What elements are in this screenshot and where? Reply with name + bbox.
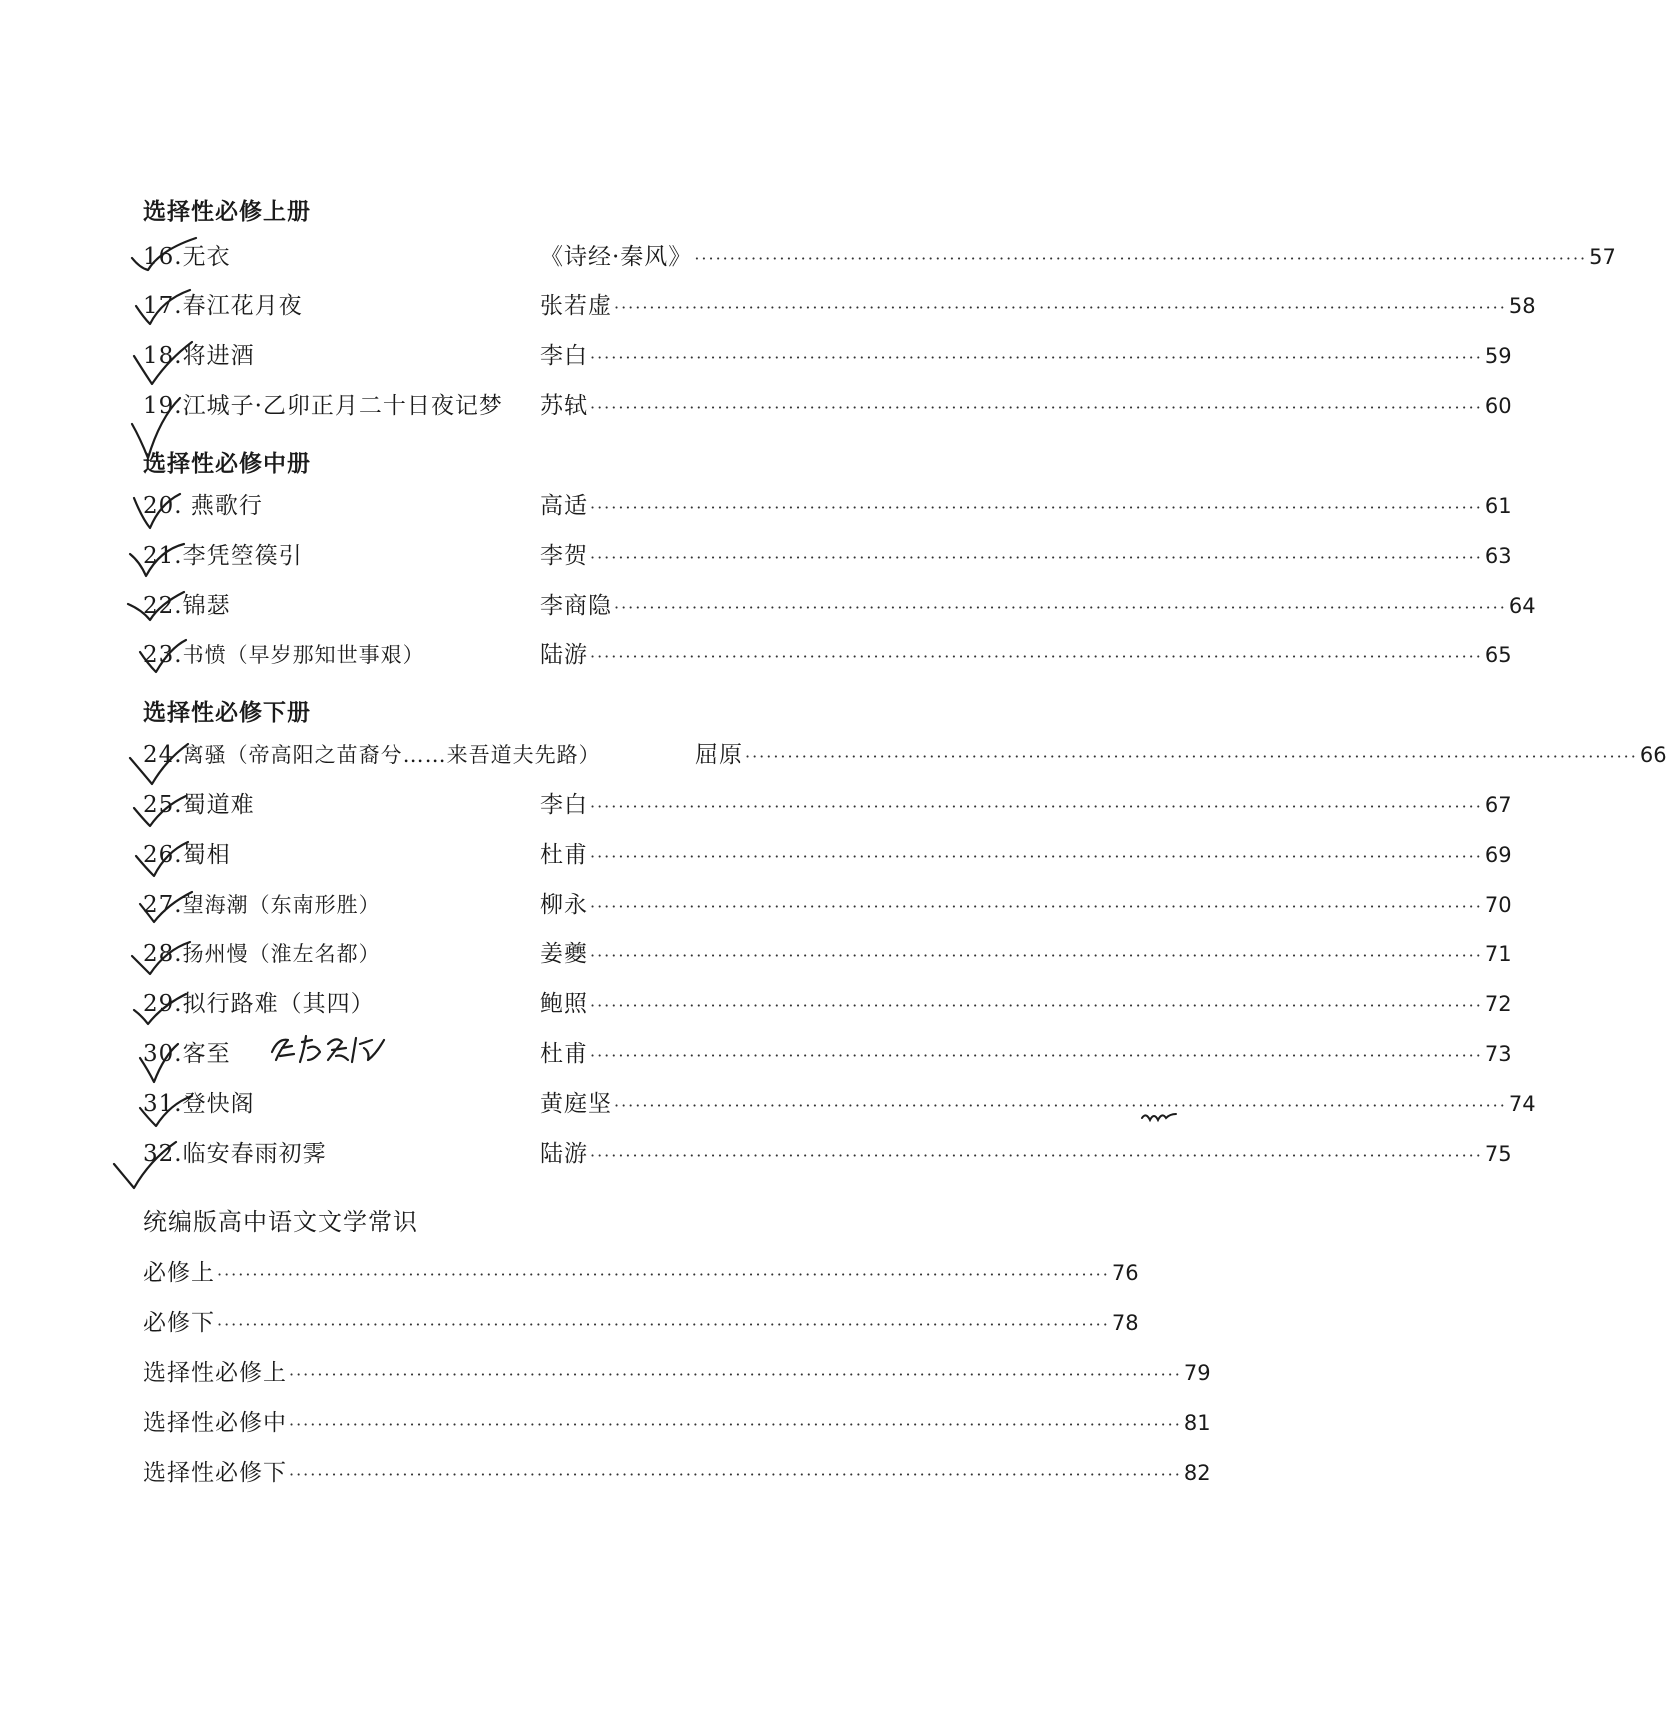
leader-dots: ······························································································································ (745, 747, 1638, 766)
entry-leader (143, 1356, 1211, 1392)
entry-leader (540, 1087, 1536, 1123)
entry-leader (540, 788, 1512, 824)
leader-dots: ······························································································································ (590, 847, 1483, 866)
entry-leader (540, 1037, 1512, 1073)
toc-entry (143, 937, 1512, 971)
toc-entry (143, 240, 1616, 274)
entry-leader (540, 888, 1512, 924)
entry-leader (540, 539, 1512, 575)
entry-page-number: 66 (1639, 743, 1667, 767)
entry-page-number: 78 (1111, 1311, 1139, 1335)
entry-number: 25. (143, 792, 183, 818)
entry-title (143, 888, 381, 922)
section-heading: 选择性必修中册 (143, 451, 311, 477)
entry-name: 离骚（帝高阳之苗裔兮……来吾道夫先路） (182, 743, 601, 767)
leader-dots: ······························································································································ (217, 1315, 1110, 1334)
leader-dots: ······························································································································ (289, 1365, 1182, 1384)
entry-author: 杜甫 (540, 838, 590, 872)
entry-title (143, 937, 381, 971)
entry-page-number: 75 (1484, 1142, 1512, 1166)
entry-name: 无衣 (182, 244, 231, 270)
entry-author: 姜夔 (540, 937, 590, 971)
entry-title (143, 339, 255, 373)
entry-number: 18. (143, 343, 183, 369)
section-heading: 选择性必修下册 (143, 700, 311, 726)
entry-title (143, 539, 303, 573)
entry-leader (540, 389, 1512, 425)
entry-page-number: 79 (1183, 1361, 1211, 1385)
toc-entry (143, 589, 1536, 623)
entry-author: 鲍照 (540, 987, 590, 1021)
entry-title (143, 240, 231, 274)
entry-number: 23. (143, 642, 183, 668)
entry-author: 张若虚 (540, 289, 614, 323)
entry-name: 蜀道难 (182, 792, 255, 818)
entry-page-number: 65 (1484, 643, 1512, 667)
entry-page-number: 61 (1484, 494, 1512, 518)
leader-dots: ······························································································································ (590, 398, 1483, 417)
entry-number: 26. (143, 842, 183, 868)
entry-name: 将进酒 (182, 343, 255, 369)
entry-author: 《诗经·秦风》 (540, 240, 694, 274)
toc-entry (143, 838, 1512, 872)
toc-entry (143, 489, 1512, 523)
entry-title: 选择性必修中 (143, 1406, 289, 1440)
entry-page-number: 64 (1508, 594, 1536, 618)
entry-author: 李白 (540, 788, 590, 822)
entry-page-number: 81 (1183, 1411, 1211, 1435)
entry-leader (540, 489, 1512, 525)
entry-leader (540, 589, 1536, 625)
entry-title: 必修下 (143, 1306, 217, 1340)
leader-dots: ······························································································································ (590, 348, 1483, 367)
leader-dots: ······························································································································ (590, 1046, 1483, 1065)
entry-title: 必修上 (143, 1256, 217, 1290)
entry-name: 望海潮（东南形胜） (182, 893, 381, 917)
toc-entry (143, 788, 1512, 822)
entry-page-number: 69 (1484, 843, 1512, 867)
leader-dots: ······························································································································ (289, 1465, 1182, 1484)
entry-author: 黄庭坚 (540, 1087, 614, 1121)
handwritten-scribble-icon (268, 1030, 398, 1070)
entry-leader (540, 638, 1512, 674)
entry-leader (540, 937, 1512, 973)
entry-author: 李商隐 (540, 589, 614, 623)
entry-page-number: 58 (1508, 294, 1536, 318)
leader-dots: ······························································································································ (289, 1415, 1182, 1434)
entry-page-number: 74 (1508, 1092, 1536, 1116)
entry-number: 24. (143, 742, 183, 768)
entry-number: 30. (143, 1041, 183, 1067)
entry-title (143, 1137, 327, 1171)
entry-name: 燕歌行 (190, 493, 263, 519)
entry-page-number: 60 (1484, 394, 1512, 418)
toc-entry (143, 289, 1536, 323)
entry-number: 21. (143, 543, 183, 569)
entry-author: 陆游 (540, 1137, 590, 1171)
entry-title (143, 1037, 231, 1071)
entry-number: 28. (143, 941, 183, 967)
section-heading: 选择性必修上册 (143, 199, 311, 225)
toc-entry (143, 638, 1512, 672)
entry-author: 陆游 (540, 638, 590, 672)
leader-dots: ······························································································································ (590, 1146, 1483, 1165)
entry-number: 31. (143, 1091, 183, 1117)
leader-dots: ······························································································································ (590, 498, 1483, 517)
entry-page-number: 82 (1183, 1461, 1211, 1485)
toc-entry (143, 539, 1512, 573)
entry-name: 李凭箜篌引 (182, 543, 303, 569)
entry-title (143, 489, 263, 523)
entry-page-number: 76 (1111, 1261, 1139, 1285)
entry-title (143, 987, 375, 1021)
toc-entry (143, 1256, 1139, 1290)
entry-name: 客至 (182, 1041, 231, 1067)
leader-dots: ······························································································································ (590, 996, 1483, 1015)
entry-title (143, 738, 601, 772)
toc-entry (143, 1306, 1139, 1340)
entry-author: 高适 (540, 489, 590, 523)
entry-name: 登快阁 (182, 1091, 255, 1117)
leader-dots: ······························································································································ (590, 548, 1483, 567)
entry-leader (540, 1137, 1512, 1173)
entry-name: 江城子·乙卯正月二十日夜记梦 (182, 393, 503, 419)
leader-dots: ······························································································································ (590, 946, 1483, 965)
entry-title: 选择性必修上 (143, 1356, 289, 1390)
entry-name: 锦瑟 (182, 593, 231, 619)
entry-name: 蜀相 (182, 842, 231, 868)
leader-dots: ······························································································································ (590, 897, 1483, 916)
entry-page-number: 67 (1484, 793, 1512, 817)
entry-leader (143, 1456, 1211, 1492)
entry-name: 春江花月夜 (182, 293, 303, 319)
entry-name: 临安春雨初霁 (182, 1141, 327, 1167)
entry-author: 李白 (540, 339, 590, 373)
leader-dots: ······························································································································ (614, 1096, 1507, 1115)
entry-page-number: 70 (1484, 893, 1512, 917)
entry-leader (540, 987, 1512, 1023)
entry-name: 扬州慢（淮左名都） (182, 942, 381, 966)
entry-title (143, 838, 231, 872)
toc-entry (143, 1406, 1211, 1440)
toc-entry (143, 339, 1512, 373)
entry-page-number: 57 (1589, 245, 1616, 269)
entry-number: 22. (143, 593, 183, 619)
entry-leader (540, 289, 1536, 325)
entry-title (143, 289, 303, 323)
entry-title (143, 638, 425, 672)
entry-leader (143, 1256, 1139, 1292)
entry-number: 32. (143, 1141, 183, 1167)
leader-dots: ······························································································································ (694, 249, 1588, 268)
entry-author: 李贺 (540, 539, 590, 573)
entry-leader (540, 838, 1512, 874)
entry-page-number: 59 (1484, 344, 1512, 368)
entry-title (143, 589, 231, 623)
entry-author: 屈原 (695, 738, 745, 772)
entry-author: 苏轼 (540, 389, 590, 423)
entry-leader (143, 1306, 1139, 1342)
entry-number: 20. (143, 493, 183, 519)
entry-name: 书愤（早岁那知世事艰） (182, 643, 425, 667)
toc-entry (143, 1087, 1536, 1121)
leader-dots: ······························································································································ (217, 1265, 1110, 1284)
entry-number: 17. (143, 293, 183, 319)
entry-title (143, 1087, 255, 1121)
entry-page-number: 73 (1484, 1042, 1512, 1066)
entry-number: 19. (143, 393, 183, 419)
leader-dots: ······························································································································ (614, 598, 1507, 617)
section-heading: 统编版高中语文文学常识 (143, 1208, 418, 1236)
entry-leader (540, 240, 1616, 276)
entry-page-number: 63 (1484, 544, 1512, 568)
toc-entry (143, 888, 1512, 922)
entry-leader (540, 339, 1512, 375)
entry-title (143, 788, 255, 822)
toc-entry (143, 1456, 1211, 1490)
toc-entry (143, 738, 1667, 772)
toc-entry (143, 389, 1512, 423)
entry-page-number: 71 (1484, 942, 1512, 966)
toc-entry (143, 1356, 1211, 1390)
entry-title (143, 389, 503, 423)
entry-leader (143, 1406, 1211, 1442)
entry-author: 杜甫 (540, 1037, 590, 1071)
entry-author: 柳永 (540, 888, 590, 922)
entry-leader (695, 738, 1667, 774)
leader-dots: ······························································································································ (590, 647, 1483, 666)
margin-squiggle-icon (1140, 1108, 1180, 1126)
entry-page-number: 72 (1484, 992, 1512, 1016)
entry-number: 27. (143, 892, 183, 918)
entry-number: 16. (143, 244, 183, 270)
entry-name: 拟行路难（其四） (182, 991, 375, 1017)
entry-number: 29. (143, 991, 183, 1017)
toc-entry (143, 1137, 1512, 1171)
leader-dots: ······························································································································ (590, 797, 1483, 816)
toc-entry (143, 987, 1512, 1021)
entry-title: 选择性必修下 (143, 1456, 289, 1490)
leader-dots: ······························································································································ (614, 298, 1507, 317)
